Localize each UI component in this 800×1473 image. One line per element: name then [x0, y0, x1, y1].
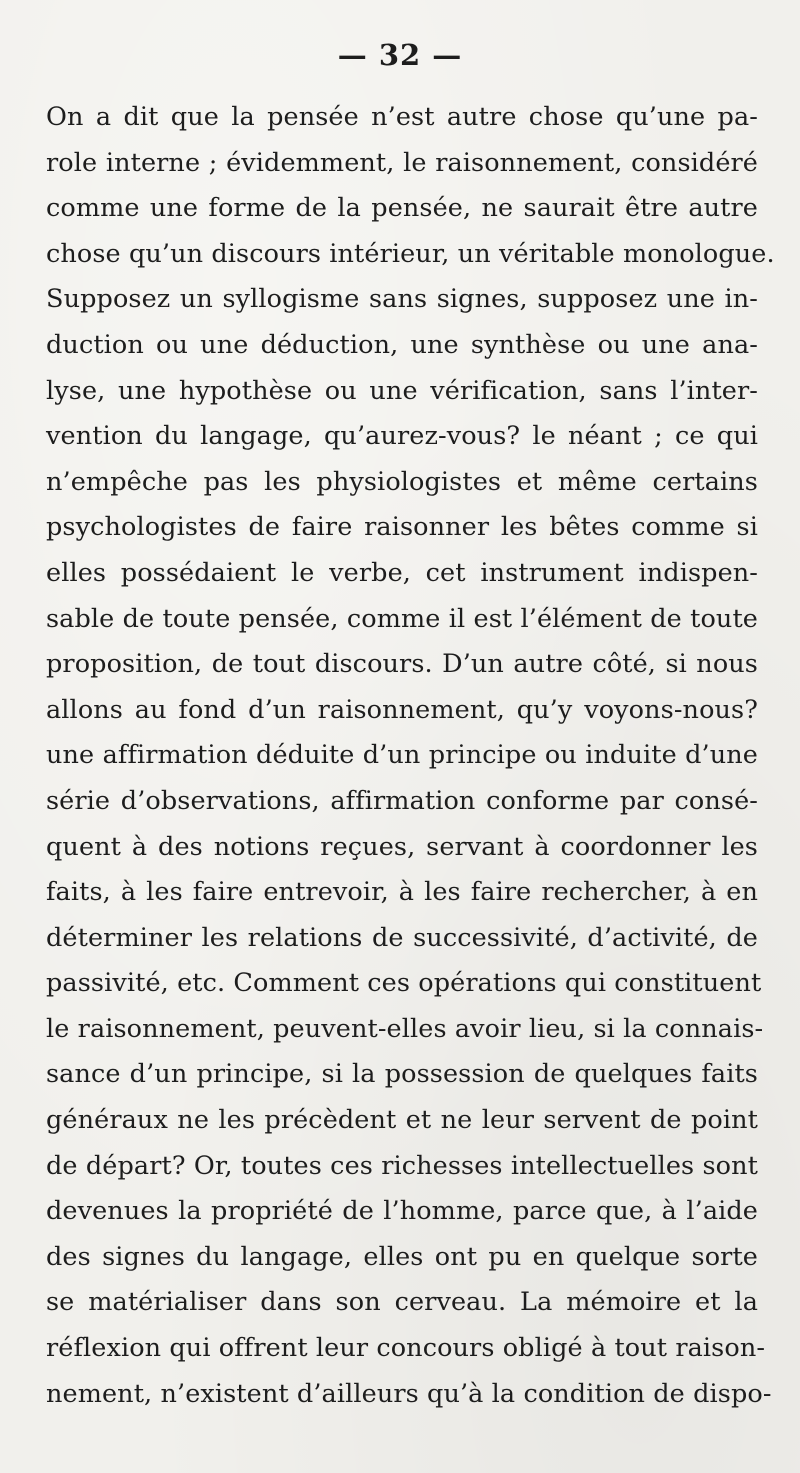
text-line: comme une forme de la pensée, ne saurait être autre	[46, 193, 758, 224]
text-line: réflexion qui offrent leur concours obligé à tout raison-	[46, 1333, 766, 1364]
page-number: — 32 —	[337, 38, 463, 72]
text-line: série d’observations, affirmation conforme par consé-	[46, 785, 758, 816]
text-line: chose qu’un discours intérieur, un véritable monologue.	[46, 238, 775, 269]
text-line: psychologistes de faire raisonner les bêtes comme si	[46, 512, 758, 543]
text-line: On a dit que la pensée n’est autre chose qu’une pa-	[46, 102, 758, 132]
text-line: devenues la propriété de l’homme, parce que, à l’aide	[46, 1196, 758, 1227]
text-line: role interne ; évidemment, le raisonnement, considéré	[46, 147, 758, 178]
text-line: elles possédaient le verbe, cet instrument indispen-	[46, 557, 758, 588]
text-line: vention du langage, qu’aurez-vous? le néant ; ce qui	[46, 421, 758, 452]
text-line: généraux ne les précèdent et ne leur servent de point	[46, 1105, 758, 1136]
text-line: de départ? Or, toutes ces richesses intellectuelles sont	[46, 1150, 758, 1181]
text-line: déterminer les relations de successivité, d’activité, de	[46, 922, 758, 953]
text-line: se matérialiser dans son cerveau. La mémoire et la	[46, 1287, 758, 1318]
text-line: allons au fond d’un raisonnement, qu’y voyons-nous?	[46, 694, 758, 725]
text-line: des signes du langage, elles ont pu en quelque sorte	[46, 1241, 758, 1272]
text-line: lyse, une hypothèse ou une vérification, sans l’inter-	[46, 375, 758, 406]
text-line: le raisonnement, peuvent-elles avoir lieu, si la connais-	[46, 1013, 764, 1044]
text-line: proposition, de tout discours. D’un autre côté, si nous	[46, 649, 758, 680]
text-line: duction ou une déduction, une synthèse ou une ana-	[46, 329, 758, 360]
text-line: n’empêche pas les physiologistes et même certains	[46, 466, 758, 497]
text-line: une affirmation déduite d’un principe ou induite d’une	[46, 740, 758, 771]
text-line: sance d’un principe, si la possession de quelques faits	[46, 1059, 758, 1090]
text-line: nement, n’existent d’ailleurs qu’à la condition de dispo-	[46, 1378, 772, 1409]
text-line: sable de toute pensée, comme il est l’élément de toute	[46, 603, 758, 634]
text-line: faits, à les faire entrevoir, à les faire rechercher, à en	[46, 877, 758, 908]
text-line: passivité, etc. Comment ces opérations qui constituent	[46, 968, 762, 999]
text-line: quent à des notions reçues, servant à coordonner les	[46, 831, 758, 862]
body-text	[46, 95, 775, 1417]
text-line: Supposez un syllogisme sans signes, supposez une in-	[46, 284, 758, 315]
